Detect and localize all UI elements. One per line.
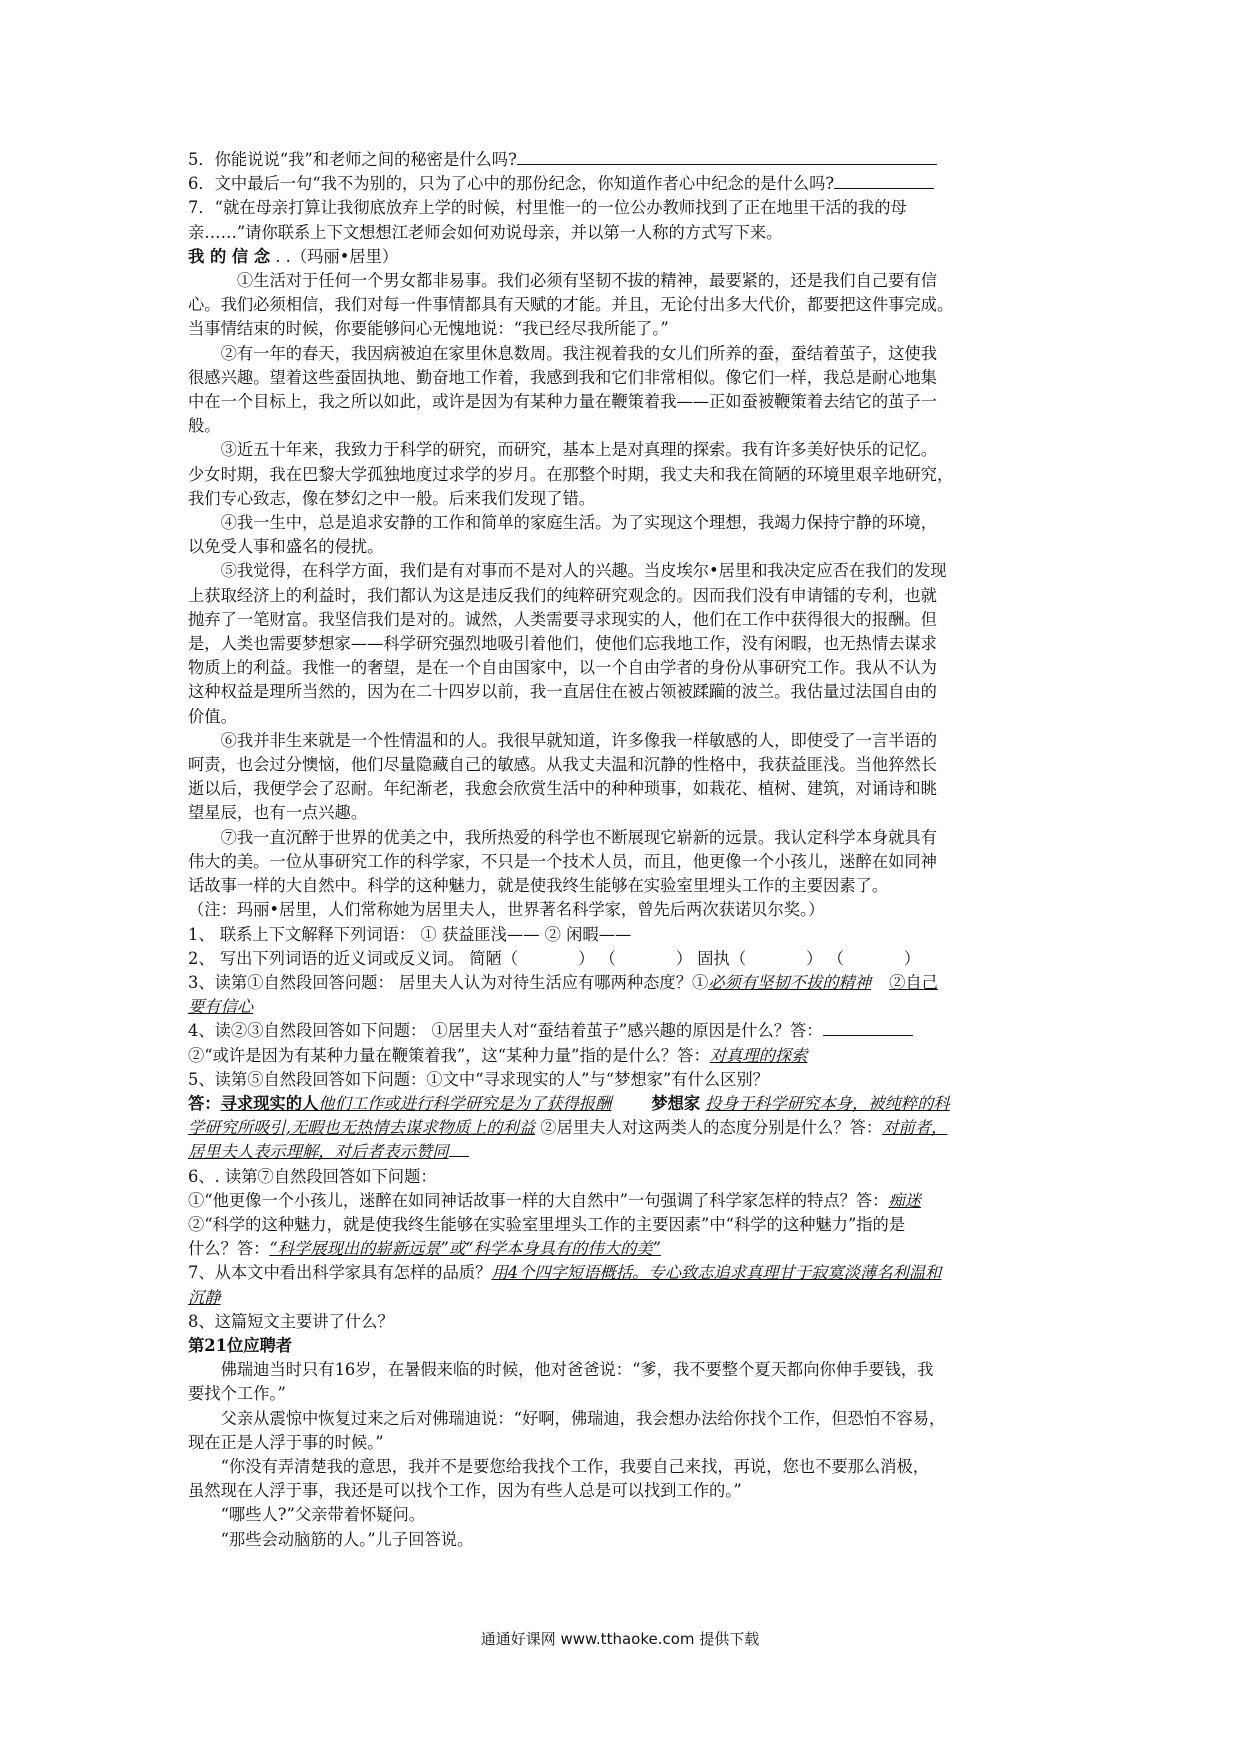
- essay-paragraph-6-line: 呵责，也会过分懊恼，他们尽量隐藏自己的敏感。从我丈夫温和沉静的性格中，我获益匪浅。当他猝然长: [188, 755, 937, 775]
- answer-text: 用4个四字短语概括。专心致志追求真理甘于寂寞淡薄名利温和: [491, 1263, 942, 1283]
- essay-paragraph-5: ⑤我觉得，在科学方面，我们是有对事而不是对人的兴趣。当皮埃尔•居里和我决定应否在我们的发现: [220, 561, 947, 581]
- essay-paragraph-6: ⑥我并非生来就是一个性情温和的人。我很早就知道，许多像我一样敏感的人，即使受了一言半语的: [220, 730, 937, 750]
- answer-text: 对真理的探索: [709, 1045, 808, 1065]
- essay-paragraph-3: ③近五十年来，我致力于科学的研究，而研究，基本上是对真理的探索。我有许多美好快乐的记忆。: [220, 440, 937, 460]
- exercise-7: 7、从本文中看出科学家具有怎样的品质？用4个四字短语概括。专心致志追求真理甘于寂寞淡薄名利温和: [188, 1263, 942, 1283]
- essay-paragraph-6-line: 望星辰，也有一点兴趣。: [188, 803, 368, 823]
- essay-paragraph-7-line: 伟大的美。一位从事研究工作的科学家，不只是一个技术人员，而且，他更像一个小孩儿，迷醉在如同神: [188, 851, 937, 871]
- answer-text: ②自己: [889, 972, 938, 992]
- essay-paragraph-1-line: 心。我们必须相信，我们对每一件事情都具有天赋的才能。并且，无论付出多大代价，都要把这件事完成。: [188, 295, 954, 315]
- answer-text: 对前者，: [882, 1118, 948, 1138]
- page-footer: 通通好课网 www.tthaoke.com 提供下载: [480, 1630, 760, 1648]
- essay-paragraph-1-line: 当事情结束的时候，你要能够问心无愧地说：“我已经尽我所能了。”: [188, 319, 669, 339]
- essay-paragraph-1: ①生活对于任何一个男女都非易事。我们必须有坚韧不拔的精神，最要紧的，还是我们自己要有信: [236, 271, 937, 291]
- essay2-paragraph-1: 佛瑞迪当时只有16岁，在暑假来临的时候，他对爸爸说：“爹，我不要整个夏天都向你伸手要钱，我: [220, 1360, 934, 1380]
- essay-paragraph-4-line: 以免受人事和盛名的侵扰。: [188, 537, 384, 557]
- exercise-6: 6、. 读第⑦自然段回答如下问题：: [188, 1166, 437, 1186]
- question-6: 6．文中最后一句“我不为别的，只为了心中的那份纪念，你知道作者心中纪念的是什么吗?: [188, 172, 1058, 196]
- answer-blank[interactable]: [449, 1140, 469, 1157]
- document-page: [188, 148, 1058, 1552]
- question-7-line1: 7．“就在母亲打算让我彻底放弃上学的时候，村里惟一的一位公办教师找到了正在地里干活的我的母: [188, 198, 907, 218]
- essay2-paragraph-2: 父亲从震惊中恢复过来之后对佛瑞迪说：“好啊，佛瑞迪，我会想办法给你找个工作，但恐怕不容易，: [220, 1408, 946, 1428]
- essay2-paragraph-2-line: 现在正是人浮于事的时候。”: [188, 1432, 384, 1452]
- exercise-5-answer-cont2: [188, 1140, 1058, 1164]
- answer-text: 他们工作或进行科学研究是为了获得报酬: [318, 1093, 612, 1113]
- exercise-4: 4、读②③自然段回答如下问题： ①居里夫人对“蚕结着茧子”感兴趣的原因是什么？答：: [188, 1019, 1058, 1043]
- answer-text: “科学展现出的崭新远景”或“科学本身具有的伟大的美”: [269, 1239, 661, 1259]
- exercise-6-2-cont: 什么？答：“科学展现出的崭新远景”或“科学本身具有的伟大的美”: [188, 1239, 661, 1259]
- essay-author: （玛丽•居里）: [290, 246, 399, 266]
- answer-text: 学研究所吸引,无暇也无热情去谋求物质上的利益: [188, 1118, 536, 1138]
- essay-paragraph-5-line: 是，人类也需要梦想家——科学研究强烈地吸引着他们，使他们忘我地工作，没有闲暇，也无热情去谋求: [188, 634, 937, 654]
- essay-paragraph-6-line: 逝以后，我便学会了忍耐。年纪渐老，我愈会欣赏生活中的种种琐事，如栽花、植树、建筑，对诵诗和眺: [188, 779, 937, 799]
- essay-paragraph-7: ⑦我一直沉醉于世界的优美之中，我所热爱的科学也不断展现它崭新的远景。我认定科学本身就具有: [220, 827, 937, 847]
- answer-text: 居里夫人表示理解，对后者表示赞同: [188, 1142, 449, 1162]
- answer-blank[interactable]: [823, 1019, 913, 1036]
- essay-paragraph-3-line: 少女时期，我在巴黎大学孤独地度过求学的岁月。在那整个时期，我丈夫和我在简陋的环境里艰辛地研究，: [188, 464, 954, 484]
- exercise-6-2: ②“科学的这种魅力，就是使我终生能够在实验室里埋头工作的主要因素”中“科学的这种魅力”指的是: [188, 1214, 906, 1234]
- essay2-paragraph-5: “那些会动脑筋的人。”儿子回答说。: [220, 1529, 474, 1549]
- essay2-paragraph-3: “你没有弄清楚我的意思，我并不是要您给我找个工作，我要自己来找，再说，您也不要那么消极，: [220, 1456, 930, 1476]
- essay-paragraph-5-line: 价值。: [188, 706, 237, 726]
- essay-note: （注：玛丽•居里，人们常称她为居里夫人，世界著名科学家，曾先后两次获诺贝尔奖。）: [188, 900, 825, 920]
- exercise-5-answer-cont: 学研究所吸引,无暇也无热情去谋求物质上的利益 ②居里夫人对这两类人的态度分别是什么？答：对前者，: [188, 1118, 948, 1138]
- exercise-8: 8、这篇短文主要讲了什么？: [188, 1311, 394, 1331]
- answer-blank[interactable]: [834, 172, 934, 189]
- exercise-3-cont: [188, 995, 1058, 1019]
- answer-text: 必须有坚韧不拔的精神: [708, 972, 872, 992]
- exercise-4-cont: ②“或许是因为有某种力量在鞭策着我”，这“某种力量”指的是什么？答：对真理的探索: [188, 1045, 808, 1065]
- essay2-paragraph-4: “哪些人?”父亲带着怀疑问。: [220, 1505, 426, 1525]
- essay-paragraph-2-line: 般。: [188, 416, 221, 436]
- essay-paragraph-4: ④我一生中，总是追求安静的工作和简单的家庭生活。为了实现这个理想，我竭力保持宁静的环境，: [220, 513, 937, 533]
- essay-paragraph-5-line: 物质上的利益。我惟一的奢望，是在一个自由国家中，以一个自由学者的身份从事研究工作。我从不认为: [188, 658, 937, 678]
- answer-text: 痴迷: [888, 1190, 922, 1210]
- essay-paragraph-2-line: 中在一个目标上，我之所以如此，或许是因为有某种力量在鞭策着我——正如蚕被鞭策着去结它的茧子一: [188, 392, 937, 412]
- answer-text: 投身于科学研究本身，被纯粹的科: [705, 1093, 950, 1113]
- term-label: 寻求现实的人: [220, 1093, 319, 1113]
- essay-paragraph-5-line: 上获取经济上的利益时，我们都认为这是违反我们的纯粹研究观念的。因而我们没有申请镭的专利，也就: [188, 585, 937, 605]
- exercise-7-cont: [188, 1286, 1058, 1310]
- essay-paragraph-2-line: 很感兴趣。望着这些蚕固执地、勤奋地工作着，我感到我和它们非常相似。像它们一样，我总是耐心地集: [188, 367, 937, 387]
- question-7-line2: 亲……”请你联系上下文想想江老师会如何劝说母亲，并以第一人称的方式写下来。: [188, 222, 783, 242]
- essay2-title: 第21位应聘者: [188, 1335, 293, 1355]
- essay-paragraph-3-line: 我们专心致志，像在梦幻之中一般。后来我们发现了错。: [188, 488, 596, 508]
- term-label: 梦想家: [651, 1093, 701, 1113]
- essay-paragraph-5-line: 这种权益是理所当然的，因为在二十四岁以前，我一直居住在被占领被蹂躏的波兰。我估量过法国自由的: [188, 682, 937, 702]
- essay-paragraph-2: ②有一年的春天，我因病被迫在家里休息数周。我注视着我的女儿们所养的蚕，蚕结着茧子，这使我: [220, 343, 937, 363]
- essay-title: 我 的 信 念 . .（玛丽•居里）: [188, 246, 399, 266]
- answer-text: 要有信心: [188, 997, 254, 1017]
- essay-paragraph-5-line: 抛弃了一笔财富。我坚信我们是对的。诚然，人类需要寻求现实的人，他们在工作中获得很大的报酬。但: [188, 609, 937, 629]
- essay2-paragraph-3-line: 虽然现在人浮于事，我还是可以找个工作，因为有些人总是可以找到工作的。”: [188, 1481, 742, 1501]
- exercise-3: 3、读第①自然段回答问题： 居里夫人认为对待生活应有哪两种态度？①必须有坚韧不拔的精神 ②自己: [188, 972, 938, 992]
- exercise-5-answer: 答：寻求现实的人他们工作或进行科学研究是为了获得报酬 梦想家 投身于科学研究本身，被纯粹的科: [188, 1093, 950, 1113]
- answer-text: 沉静: [188, 1287, 221, 1307]
- answer-blank[interactable]: [517, 148, 937, 165]
- exercise-2: 2、 写出下列词语的近义词或反义词。 简陋（ ） （ ） 固执（ ） （ ）: [188, 948, 921, 968]
- exercise-5: 5、读第⑤自然段回答如下问题：①文中“寻求现实的人”与“梦想家”有什么区别？: [188, 1069, 769, 1089]
- exercise-6-1: ①“他更像一个小孩儿，迷醉在如同神话故事一样的大自然中”一句强调了科学家怎样的特点？答：痴迷: [188, 1190, 922, 1210]
- exercise-1: 1、 联系上下文解释下列词语： ① 获益匪浅—— ② 闲暇——: [188, 924, 632, 944]
- essay2-paragraph-1-line: 要找个工作。”: [188, 1384, 286, 1404]
- title-dots: . .: [270, 246, 291, 266]
- question-5: 5．你能说说“我”和老师之间的秘密是什么吗?: [188, 148, 1058, 172]
- essay-paragraph-7-line: 话故事一样的大自然中。科学的这种魅力，就是使我终生能够在实验室里埋头工作的主要因素了。: [188, 876, 889, 896]
